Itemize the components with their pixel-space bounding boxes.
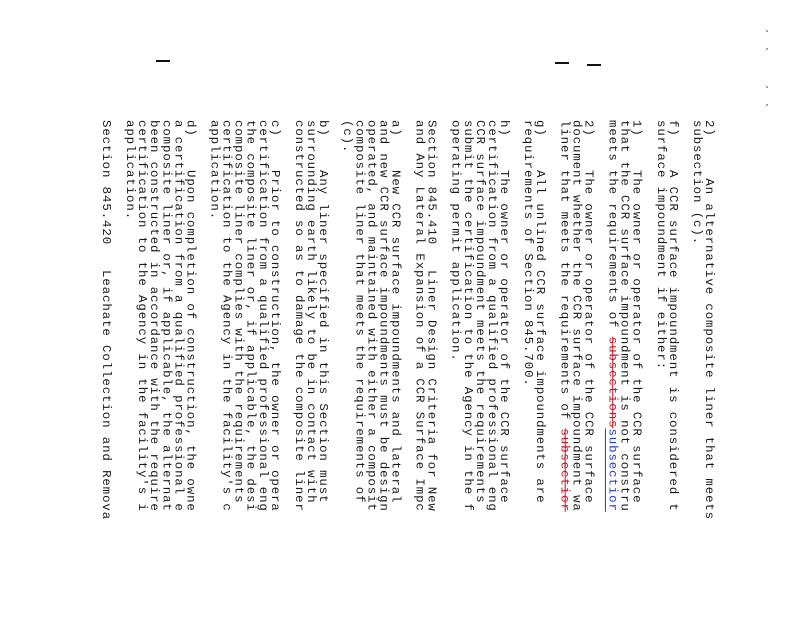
line-text: operating permit application. xyxy=(448,120,463,362)
line-text: 2) An alternative composite liner that meets xyxy=(702,120,716,521)
line-text: a certification from a qualified professional e xyxy=(171,120,186,512)
line-text: the composite liner or, if applicable, the desi xyxy=(243,120,258,512)
line-text: document whether the CCR surface impoundment wa xyxy=(569,120,584,512)
margin-dot xyxy=(766,48,768,50)
line-text: and new CCR surface impoundments must be design xyxy=(376,120,391,512)
line-text: g) All unlined CCR surface impoundments are xyxy=(533,120,548,504)
line-text: application. xyxy=(207,120,222,221)
line-text: application. xyxy=(123,120,138,221)
margin-dot xyxy=(766,104,768,106)
margin-mark xyxy=(156,60,170,62)
line-text: and Any Lateral Expansion of a CCR Surface Impc xyxy=(412,120,427,512)
line-text: (c). xyxy=(340,120,355,154)
line-text: f) A CCR surface impoundment is considered t xyxy=(665,120,680,512)
text-line xyxy=(207,120,222,220)
margin-mark xyxy=(587,64,601,66)
line-text: 1) The owner or operator of the CCR surface xyxy=(629,120,644,504)
text-line xyxy=(412,120,427,512)
line-text: liner that meets the requirements of xyxy=(557,120,572,429)
line-text: Section 845.420 Leachate Collection and Remova xyxy=(99,120,113,521)
line-text: c) Prior to construction, the owner or opera xyxy=(267,120,282,512)
text-line xyxy=(520,120,535,387)
line-text: operated, and maintained with either a composit xyxy=(364,120,379,512)
line-text: meets the requirements of xyxy=(605,120,620,337)
line-text: certification to the Agency in the facility's c xyxy=(219,120,234,512)
line-text: surface impoundment if either: xyxy=(653,120,668,371)
text-line xyxy=(653,120,668,370)
deleted-text: subsections xyxy=(605,336,620,429)
line-text: composite liner or, if applicable, the alternat xyxy=(159,120,174,512)
margin-dot xyxy=(766,30,768,32)
text-line xyxy=(689,120,704,245)
line-text: certification to the Agency in the facility's i xyxy=(135,120,150,512)
line-text: surrounding earth likely to be in contact with xyxy=(304,120,319,504)
text-line xyxy=(556,120,571,512)
line-text: a) New CCR surface impoundments and lateral xyxy=(388,120,403,504)
margin-mark xyxy=(555,62,569,64)
line-text: requirements of Section 845.700. xyxy=(521,120,536,387)
deleted-text: subsectior xyxy=(557,428,572,512)
line-text: constructed so as to damage the composite liner xyxy=(291,120,306,512)
line-text: Section 845.410 Liner Design Criteria for New xyxy=(424,120,439,512)
line-text: certification from a qualified professional eng xyxy=(255,120,270,512)
margin-dot xyxy=(766,86,768,88)
text-line xyxy=(291,120,306,512)
line-text: 2) The owner or operator of the CCR surface xyxy=(581,120,596,504)
text-line xyxy=(98,120,113,520)
line-text: been constructed in accordance with the require xyxy=(147,120,162,512)
text-line xyxy=(605,120,620,512)
line-text: that the CCR surface impoundment is not constru xyxy=(617,120,632,512)
text-line xyxy=(339,120,354,153)
line-text: subsection (c). xyxy=(689,120,704,246)
line-text: h) The owner or operator of the CCR surface xyxy=(496,120,511,504)
line-text: CCR surface impoundment meets the requirements xyxy=(472,120,487,504)
text-line xyxy=(448,120,463,362)
line-text: certification from a qualified professional eng xyxy=(484,120,499,512)
inserted-text: subsectior xyxy=(605,428,620,512)
line-text: b) Any liner specified in this Section must xyxy=(316,120,331,504)
text-line xyxy=(351,120,366,503)
line-text: d) Upon completion of construction, the owne xyxy=(183,120,198,512)
line-text: submit the certification to the Agency in the f xyxy=(460,120,475,512)
line-text: composite liner that meets the requirements of xyxy=(352,120,367,504)
line-text: composite liner complies with the requirements xyxy=(231,120,246,504)
text-line xyxy=(122,120,137,220)
